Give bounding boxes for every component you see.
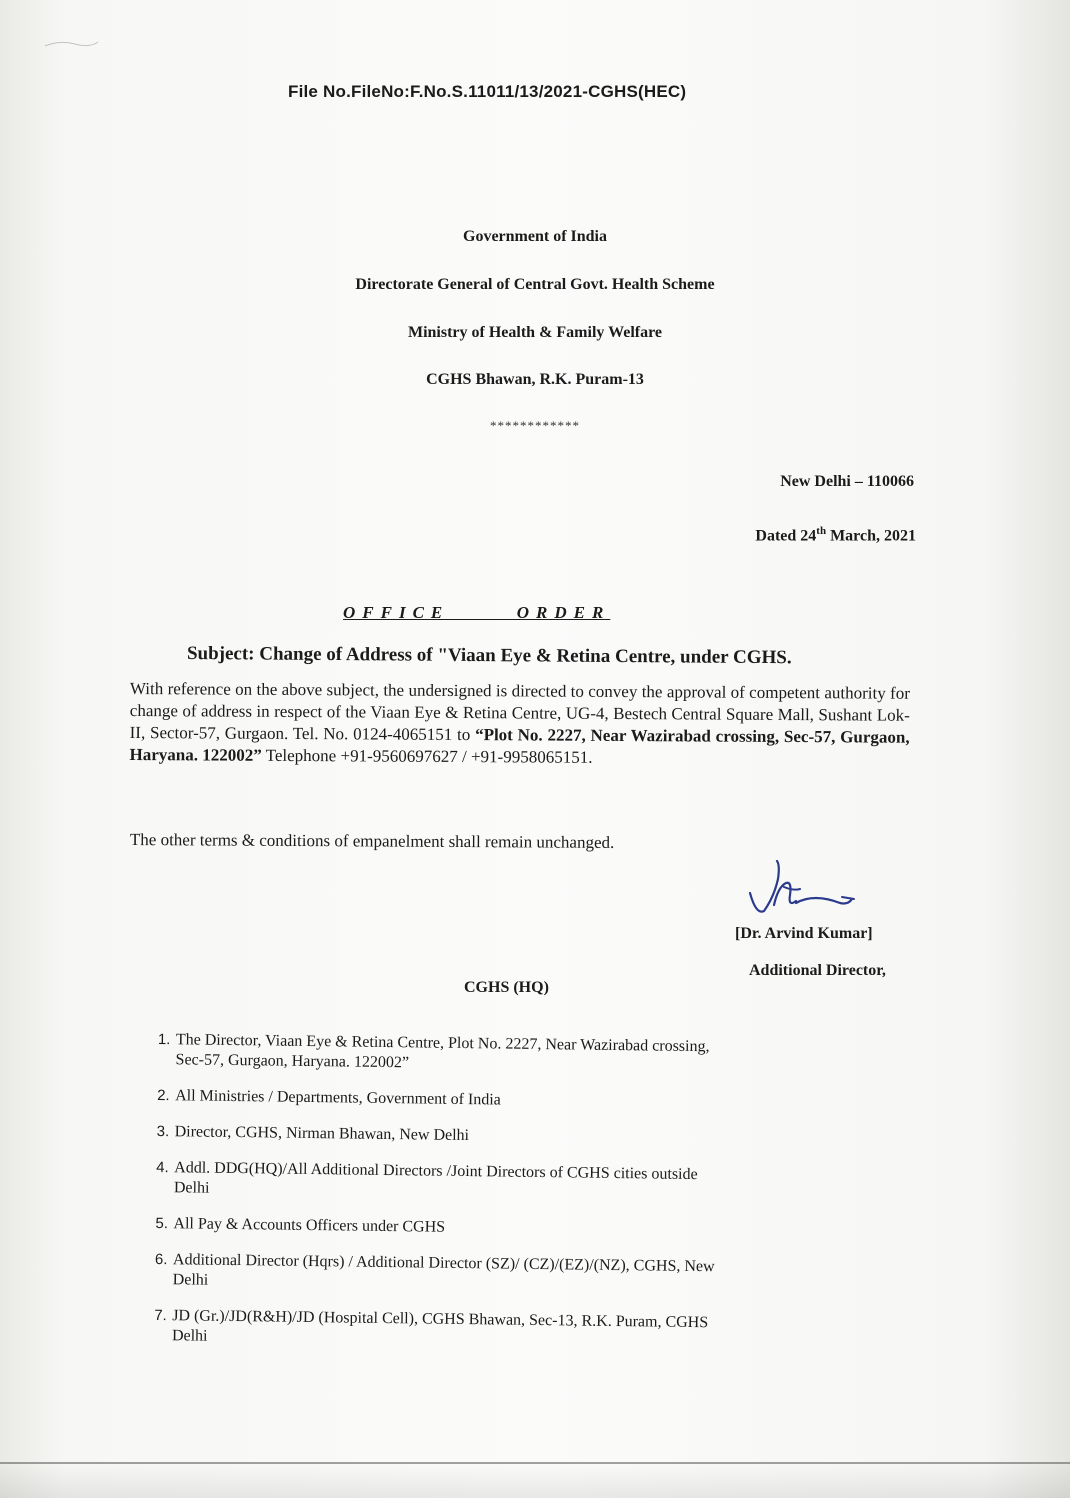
org-line-ministry: Ministry of Health & Family Welfare [407,324,663,341]
signatory-designation: Additional Director, [749,962,886,979]
list-number: 5. [155,1214,169,1233]
list-text: Additional Director (Hqrs) / Additional Director (SZ)/ (CZ)/(EZ)/(NZ), CGHS, New Delhi [172,1251,715,1289]
org-line-directorate: Directorate General of Central Govt. Health Scheme [355,276,715,293]
telephone-text: Telephone +91-9560697627 / +91-9958065151. [261,745,593,767]
signature [744,857,862,921]
list-number: 1. [157,1030,171,1049]
list-item [157,1122,887,1152]
scan-mark [40,30,100,58]
list-text: Addl. DDG(HQ)/All Additional Directors /Joint Directors of CGHS cities outside Delhi [173,1159,698,1197]
list-text: Director, CGHS, Nirman Bhawan, New Delhi [174,1123,470,1145]
list-number: 2. [157,1086,170,1105]
date-prefix: Dated 24 [755,527,817,545]
list-item [156,1158,886,1208]
list-number: 4. [156,1158,169,1177]
scan-shadow [0,1462,1070,1498]
list-text: The Director, Viaan Eye & Retina Centre, Plot No. 2227, Near Wazirabad crossing, Sec-57, Gurgaon, Haryana. 122002” [175,1031,710,1072]
list-text: All Ministries / Departments, Government of India [175,1087,501,1109]
list-item [157,1086,887,1116]
org-line-address: CGHS Bhawan, R.K. Puram-13 [426,371,644,388]
list-item [155,1214,885,1244]
date-line [755,525,916,545]
list-number: 6. [154,1250,168,1269]
place-line: New Delhi – 110066 [780,473,914,490]
office-order-title: OFFICE ORDER [343,603,611,622]
list-item [154,1306,884,1356]
signatory-name: [Dr. Arvind Kumar] [735,925,873,942]
list-number: 3. [156,1122,170,1141]
list-number: 7. [154,1306,167,1325]
list-text: JD (Gr.)/JD(R&H)/JD (Hospital Cell), CGHS Bhawan, Sec-13, R.K. Puram, CGHS Delhi [171,1307,709,1345]
new-address: “Plot No. 2227, Near Wazirabad crossing, Sec-57, Gurgaon, Haryana. 122002” [129,725,910,765]
separator-stars: ************ [490,418,580,433]
date-superscript: th [816,525,827,537]
distribution-list [154,1030,888,1372]
subject-line: Subject: Change of Address of "Viaan Eye & Retina Centre, under CGHS. [186,643,792,669]
order-body-text: With reference on the above subject, the undersigned is directed to convey the approval of competent authority for change of address in respect of the Viaan Eye & Retina Centre, UG-4, Bestech Central Square Mall, Sushant Lok-II, Sector-57, Gurgaon. Tel. No. 0124-4065151 to [129,679,910,745]
date-suffix: March, 2021 [826,527,916,545]
list-text: All Pay & Accounts Officers under CGHS [173,1215,446,1236]
order-body [129,678,910,771]
signatory-office: CGHS (HQ) [464,979,549,996]
list-item [155,1250,885,1300]
list-item [157,1030,887,1080]
org-line-government: Government of India [463,228,607,245]
closing-paragraph: The other terms & conditions of empanelment shall remain unchanged. [129,830,615,852]
file-number: File No.FileNo:F.No.S.11011/13/2021-CGHS(HEC) [288,82,687,101]
